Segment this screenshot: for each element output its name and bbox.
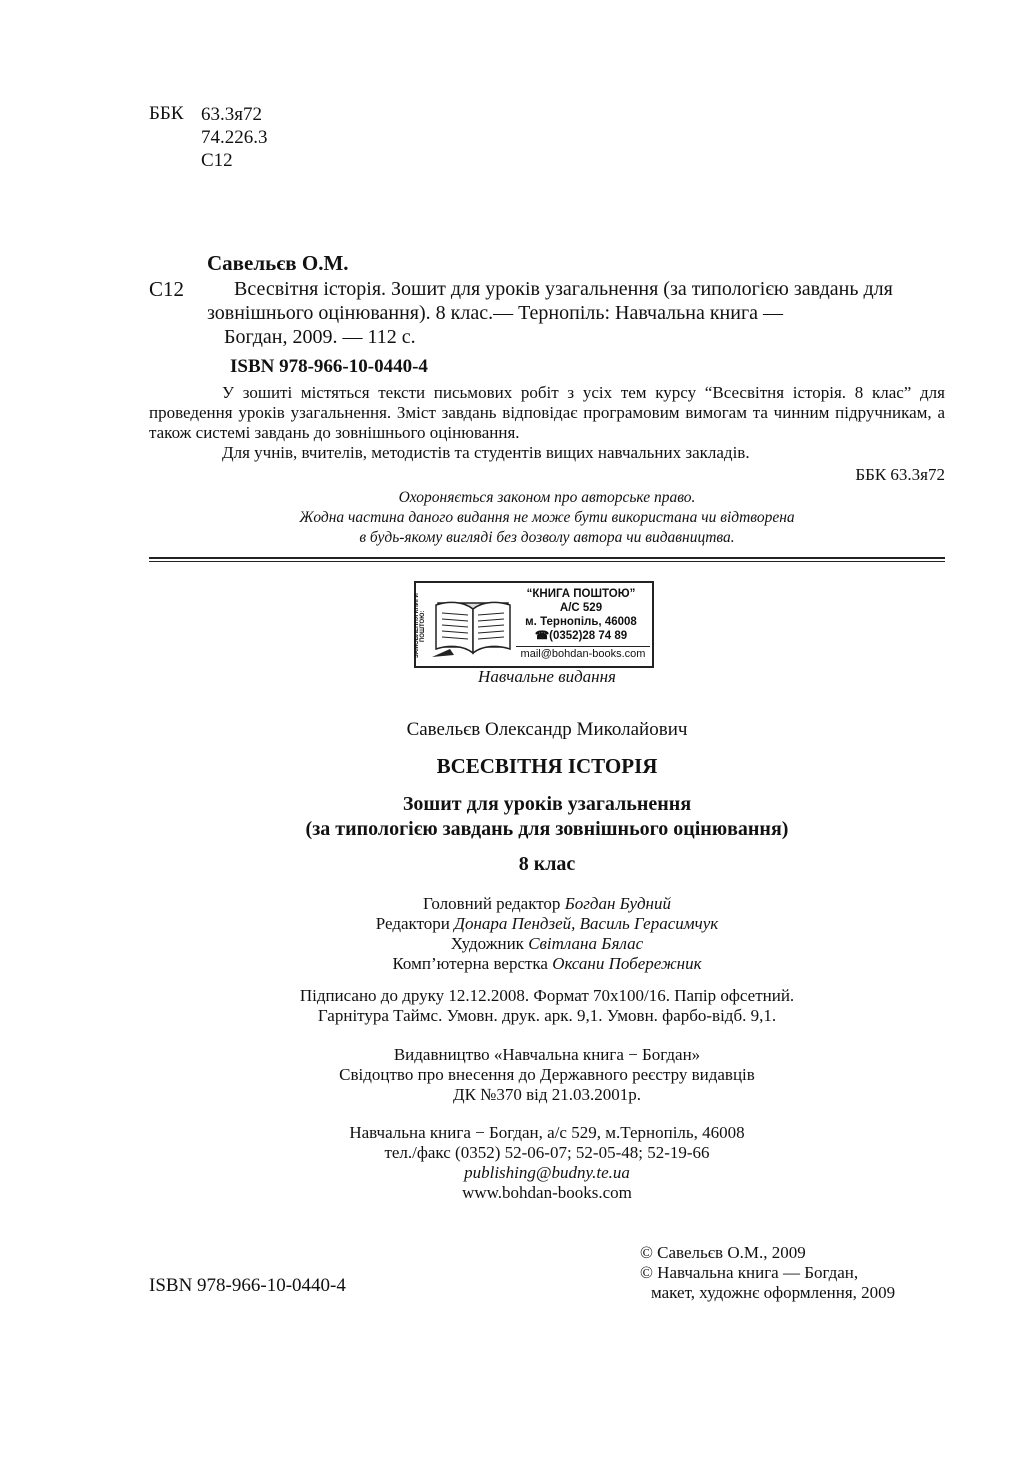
credit-name: Оксани Побережник	[552, 954, 702, 973]
credit-name: Донара Пендзей, Василь Герасимчук	[454, 914, 719, 933]
credits	[149, 894, 945, 974]
bbk-code: 63.3я72	[201, 104, 262, 125]
bbk-label: ББК	[149, 103, 184, 124]
description-line: зовнішнього оцінювання). 8 клас.— Тернопіль: Навчальна книга —	[207, 302, 784, 324]
publisher-info	[149, 1045, 945, 1105]
copyright-notice	[149, 488, 945, 548]
printing-line: Підписано до друку 12.12.2008. Формат 70х100/16. Папір офсетний.	[299, 986, 795, 1005]
divider-thin	[149, 561, 945, 562]
publisher-line: Свідоцтво про внесення до Державного реєстру видавців	[339, 1065, 755, 1084]
credit-line	[149, 934, 945, 954]
copyright-block	[640, 1243, 895, 1303]
credit-role: Художник	[450, 934, 524, 953]
credit-name: Світлана Бялас	[528, 934, 644, 953]
copyright-notice-line: Жодна частина даного видання не може бути використана чи відтворена	[299, 509, 795, 526]
mail-order-side-text: ЗАМОВЛЕННЯ КНИГИ ПОШТОЮ:	[414, 593, 426, 659]
annotation-paragraph: У зошиті містяться тексти письмових робіт з усіх тем курсу “Всесвітня історія. 8 клас” для проведення уроків узагальнення. Зміст завдань відповідає програмовим вимогам та чинним підручникам, а також системі завдань до зовнішнього оцінювання.	[149, 383, 945, 442]
open-book-icon	[428, 587, 518, 661]
annotation-bbk: ББК 63.3я72	[855, 465, 945, 484]
author-full-name: Савельєв Олександр Миколайович	[406, 719, 688, 740]
publisher-contacts	[149, 1123, 945, 1203]
mail-order-line: м. Тернопіль, 46008	[525, 616, 637, 628]
bbk-code: С12	[201, 150, 233, 171]
catalog-index: С12	[149, 277, 185, 301]
annotation	[149, 383, 945, 485]
copyright-notice-line: в будь-якому вигляді без дозволу автора чи видавництва.	[359, 529, 735, 546]
credit-role: Головний редактор	[423, 894, 561, 913]
description-line: Всесвітня історія. Зошит для уроків узагальнення (за типологією завдань для	[234, 278, 893, 300]
grade: 8 клас	[518, 853, 576, 875]
copyright-line: © Савельєв О.М., 2009	[640, 1243, 806, 1262]
copyright-notice-line: Охороняється законом про авторське право.	[398, 489, 696, 506]
subtitle-line: (за типологією завдань для зовнішнього оцінювання)	[305, 818, 789, 840]
contact-website: www.bohdan-books.com	[462, 1183, 632, 1202]
subtitle-line: Зошит для уроків узагальнення	[402, 793, 692, 815]
contact-email: publishing@budny.te.ua	[464, 1163, 630, 1182]
mail-order-box	[414, 581, 654, 668]
mail-order-line: “КНИГА ПОШТОЮ”	[526, 588, 636, 600]
credit-line	[149, 914, 945, 934]
credit-role: Редактори	[375, 914, 450, 933]
copyright-line: макет, художнє оформлення, 2009	[651, 1283, 896, 1302]
catalog-author: Савельєв О.М.	[207, 251, 349, 275]
contact-phones: тел./факс (0352) 52-06-07; 52-05-48; 52-19-66	[384, 1143, 710, 1162]
contact-address: Навчальна книга − Богдан, а/с 529, м.Тернопіль, 46008	[349, 1123, 745, 1142]
divider-thick	[149, 557, 945, 559]
bbk-code: 74.226.3	[201, 127, 268, 148]
annotation-paragraph: Для учнів, вчителів, методистів та студентів вищих навчальних закладів.	[222, 443, 750, 462]
edition-type: Навчальне видання	[478, 667, 616, 686]
mail-order-email: mail@bohdan-books.com	[516, 646, 650, 660]
publisher-line: Видавництво «Навчальна книга − Богдан»	[393, 1045, 701, 1064]
credit-line	[149, 954, 945, 974]
credit-line	[149, 894, 945, 914]
credit-role: Комп’ютерна верстка	[392, 954, 548, 973]
book-subtitle	[149, 792, 945, 842]
book-title: ВСЕСВІТНЯ ІСТОРІЯ	[436, 754, 658, 778]
mail-order-line: А/С 529	[559, 602, 603, 614]
catalog-description	[207, 277, 945, 349]
mail-order-lines	[516, 587, 646, 643]
isbn-bottom: ISBN 978-966-10-0440-4	[149, 1275, 346, 1296]
description-line: Богдан, 2009. — 112 с.	[224, 326, 416, 348]
credit-name: Богдан Будний	[564, 894, 671, 913]
printing-line: Гарнітура Таймс. Умовн. друк. арк. 9,1. Умовн. фарбо-відб. 9,1.	[317, 1006, 777, 1025]
publisher-line: ДК №370 від 21.03.2001р.	[452, 1085, 642, 1104]
bbk-codes	[201, 103, 268, 172]
printing-info	[149, 986, 945, 1026]
copyright-line: © Навчальна книга — Богдан,	[640, 1263, 859, 1282]
mail-order-line: ☎(0352)28 74 89	[534, 630, 628, 642]
catalog-isbn: ISBN 978-966-10-0440-4	[230, 356, 428, 377]
